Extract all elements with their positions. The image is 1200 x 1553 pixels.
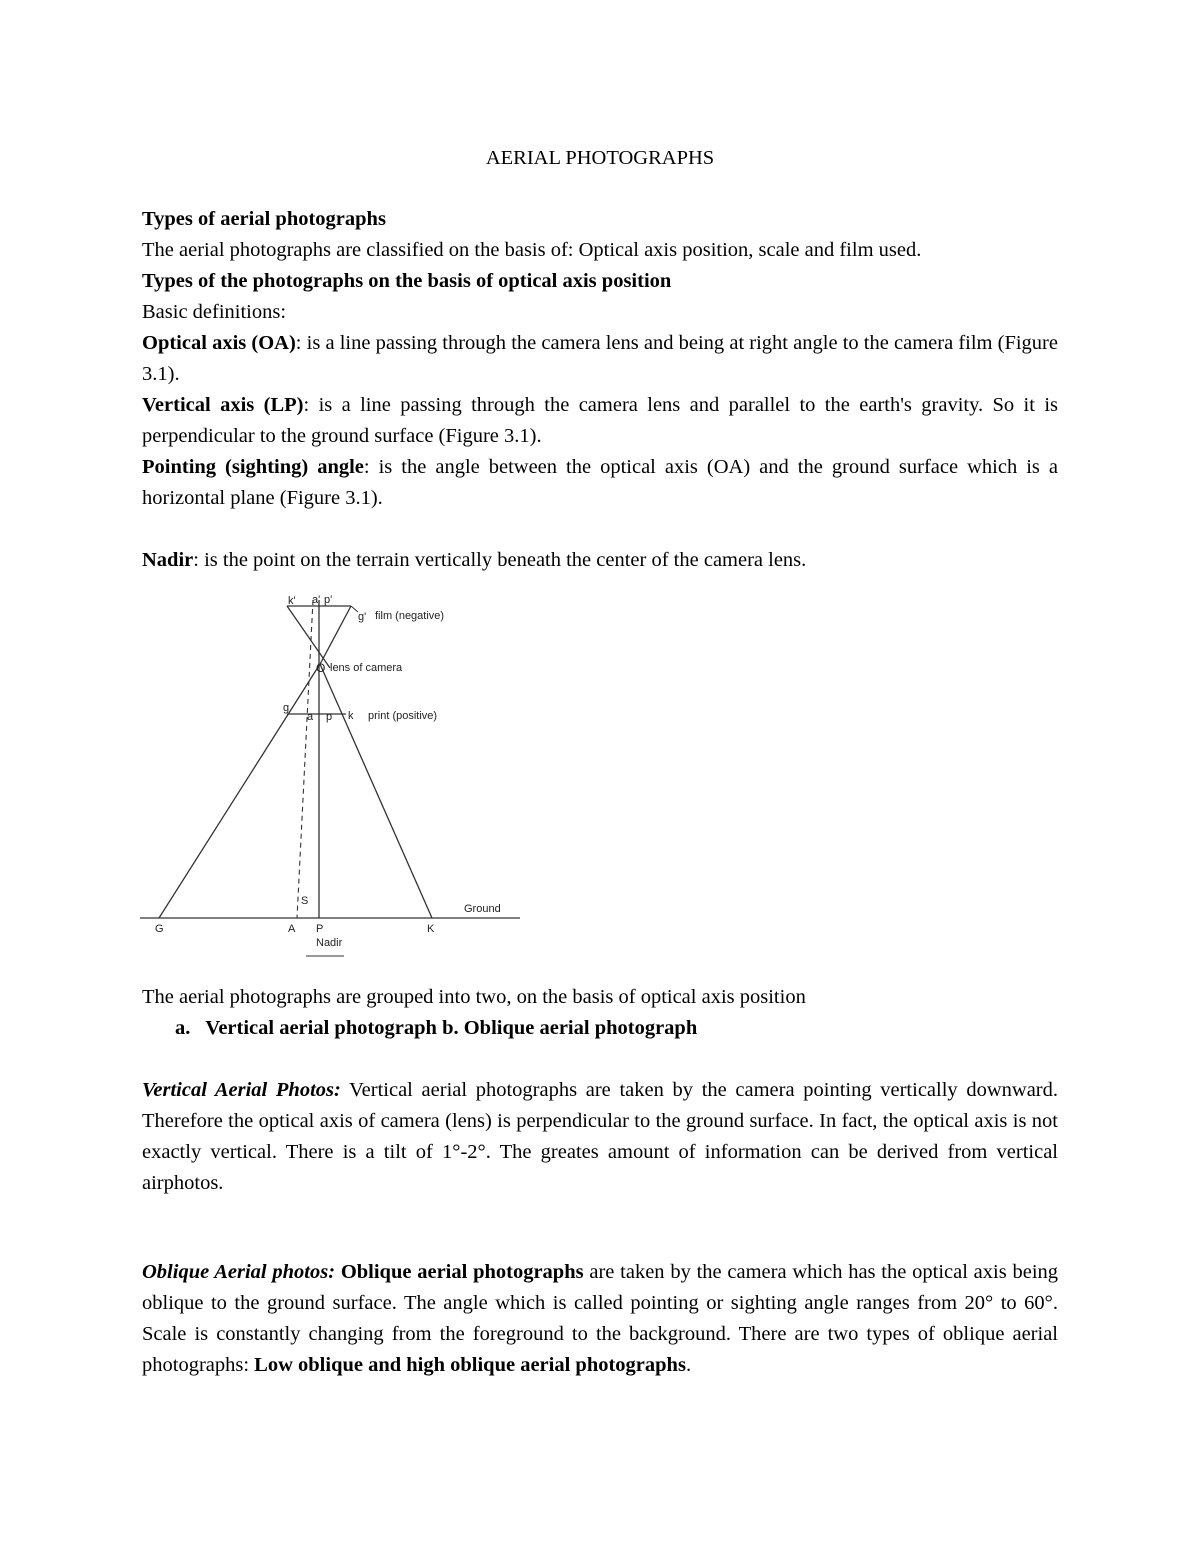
label-o: O xyxy=(316,661,326,675)
definition-term: Nadir xyxy=(142,549,194,571)
ray-to-g xyxy=(159,664,320,918)
definition-nadir xyxy=(142,545,1058,576)
definition-term: Pointing (sighting) angle xyxy=(142,456,364,478)
label-a: A xyxy=(288,923,296,935)
paragraph-end: . xyxy=(685,1354,692,1376)
label-ground: Ground xyxy=(464,903,501,915)
types-heading: Types of aerial photographs xyxy=(142,208,386,230)
definition-optical-axis xyxy=(142,328,1058,390)
list-item xyxy=(175,1013,697,1044)
label-film: film (negative) xyxy=(375,610,445,622)
definition-pointing-angle xyxy=(142,452,1058,514)
definition-term: Vertical axis (LP) xyxy=(142,394,304,416)
label-g-small: g xyxy=(283,702,290,714)
label-p-prime: p' xyxy=(324,594,333,606)
definition-text: : is the angle between the optical axis (OA) and the ground surface which is a horizontal plane (Figure 3.1). xyxy=(142,456,1058,509)
paragraph-text: Vertical aerial photographs are taken by the camera pointing vertically downward. Therefore the optical axis of camera (lens) is perpendicular to the ground surface. In fact, the optical axis is not exactly vertical. There is a tilt of 1°-2°. The greates amount of information can be derived from vertical airphotos. xyxy=(142,1079,1058,1194)
vertical-aerial-paragraph xyxy=(142,1075,1058,1199)
ray-film-right xyxy=(318,606,351,668)
aerial-geometry-figure xyxy=(130,590,530,962)
label-lens: lens of camera xyxy=(330,662,403,674)
ray-to-k xyxy=(320,664,432,918)
label-s: S xyxy=(301,895,309,907)
paragraph-label: Vertical Aerial Photos: xyxy=(142,1079,341,1101)
definition-text: : is a line passing through the camera lens and being at right angle to the camera film (Figure 3.1). xyxy=(142,332,1058,385)
label-p-small: p xyxy=(326,711,333,723)
label-g-prime: g' xyxy=(358,611,367,623)
paragraph-bold-term: Oblique aerial photographs xyxy=(340,1261,584,1283)
definition-text: : is a line passing through the camera lens and parallel to the earth's gravity. So it is perpendicular to the ground surface (Figure 3.1). xyxy=(142,394,1058,447)
optical-heading: Types of the photographs on the basis of optical axis position xyxy=(142,270,672,292)
label-a-prime: a' xyxy=(312,594,321,606)
aerial-geometry-diagram xyxy=(130,590,530,962)
page-title: AERIAL PHOTOGRAPHS xyxy=(485,147,715,169)
list-text: Vertical aerial photograph b. Oblique aerial photograph xyxy=(205,1017,698,1039)
oblique-aerial-paragraph xyxy=(142,1257,1058,1381)
label-a-small: a xyxy=(307,711,314,723)
label-k: K xyxy=(427,923,435,935)
basic-definitions-label: Basic definitions: xyxy=(142,301,287,323)
list-marker: a. xyxy=(175,1017,191,1039)
label-nadir: Nadir xyxy=(316,937,343,949)
optical-axis-line xyxy=(297,600,313,918)
label-k-prime: k' xyxy=(288,595,296,607)
paragraph-label: Oblique Aerial photos: xyxy=(142,1261,336,1283)
label-g: G xyxy=(155,923,164,935)
definition-term: Optical axis (OA) xyxy=(142,332,296,354)
grouped-text: The aerial photographs are grouped into two, on the basis of optical axis position xyxy=(142,986,806,1008)
definition-text: : is the point on the terrain vertically beneath the center of the camera lens. xyxy=(193,549,807,571)
film-tick xyxy=(351,606,358,612)
label-print: print (positive) xyxy=(368,710,438,722)
paragraph-bold-end: Low oblique and high oblique aerial photographs xyxy=(254,1354,686,1376)
label-p: P xyxy=(316,923,324,935)
label-k-small: k xyxy=(348,710,354,722)
paragraph-text: are taken by the camera which has the optical axis being oblique to the ground surface. The angle which is called pointing or sighting angle ranges from 20° to 60°. Scale is constantly changing from the foreground to the background. There are two types of oblique aerial photographs: xyxy=(142,1261,1059,1376)
classification-text: The aerial photographs are classified on the basis of: Optical axis position, scale and film used. xyxy=(142,239,922,261)
definition-vertical-axis xyxy=(142,390,1058,452)
